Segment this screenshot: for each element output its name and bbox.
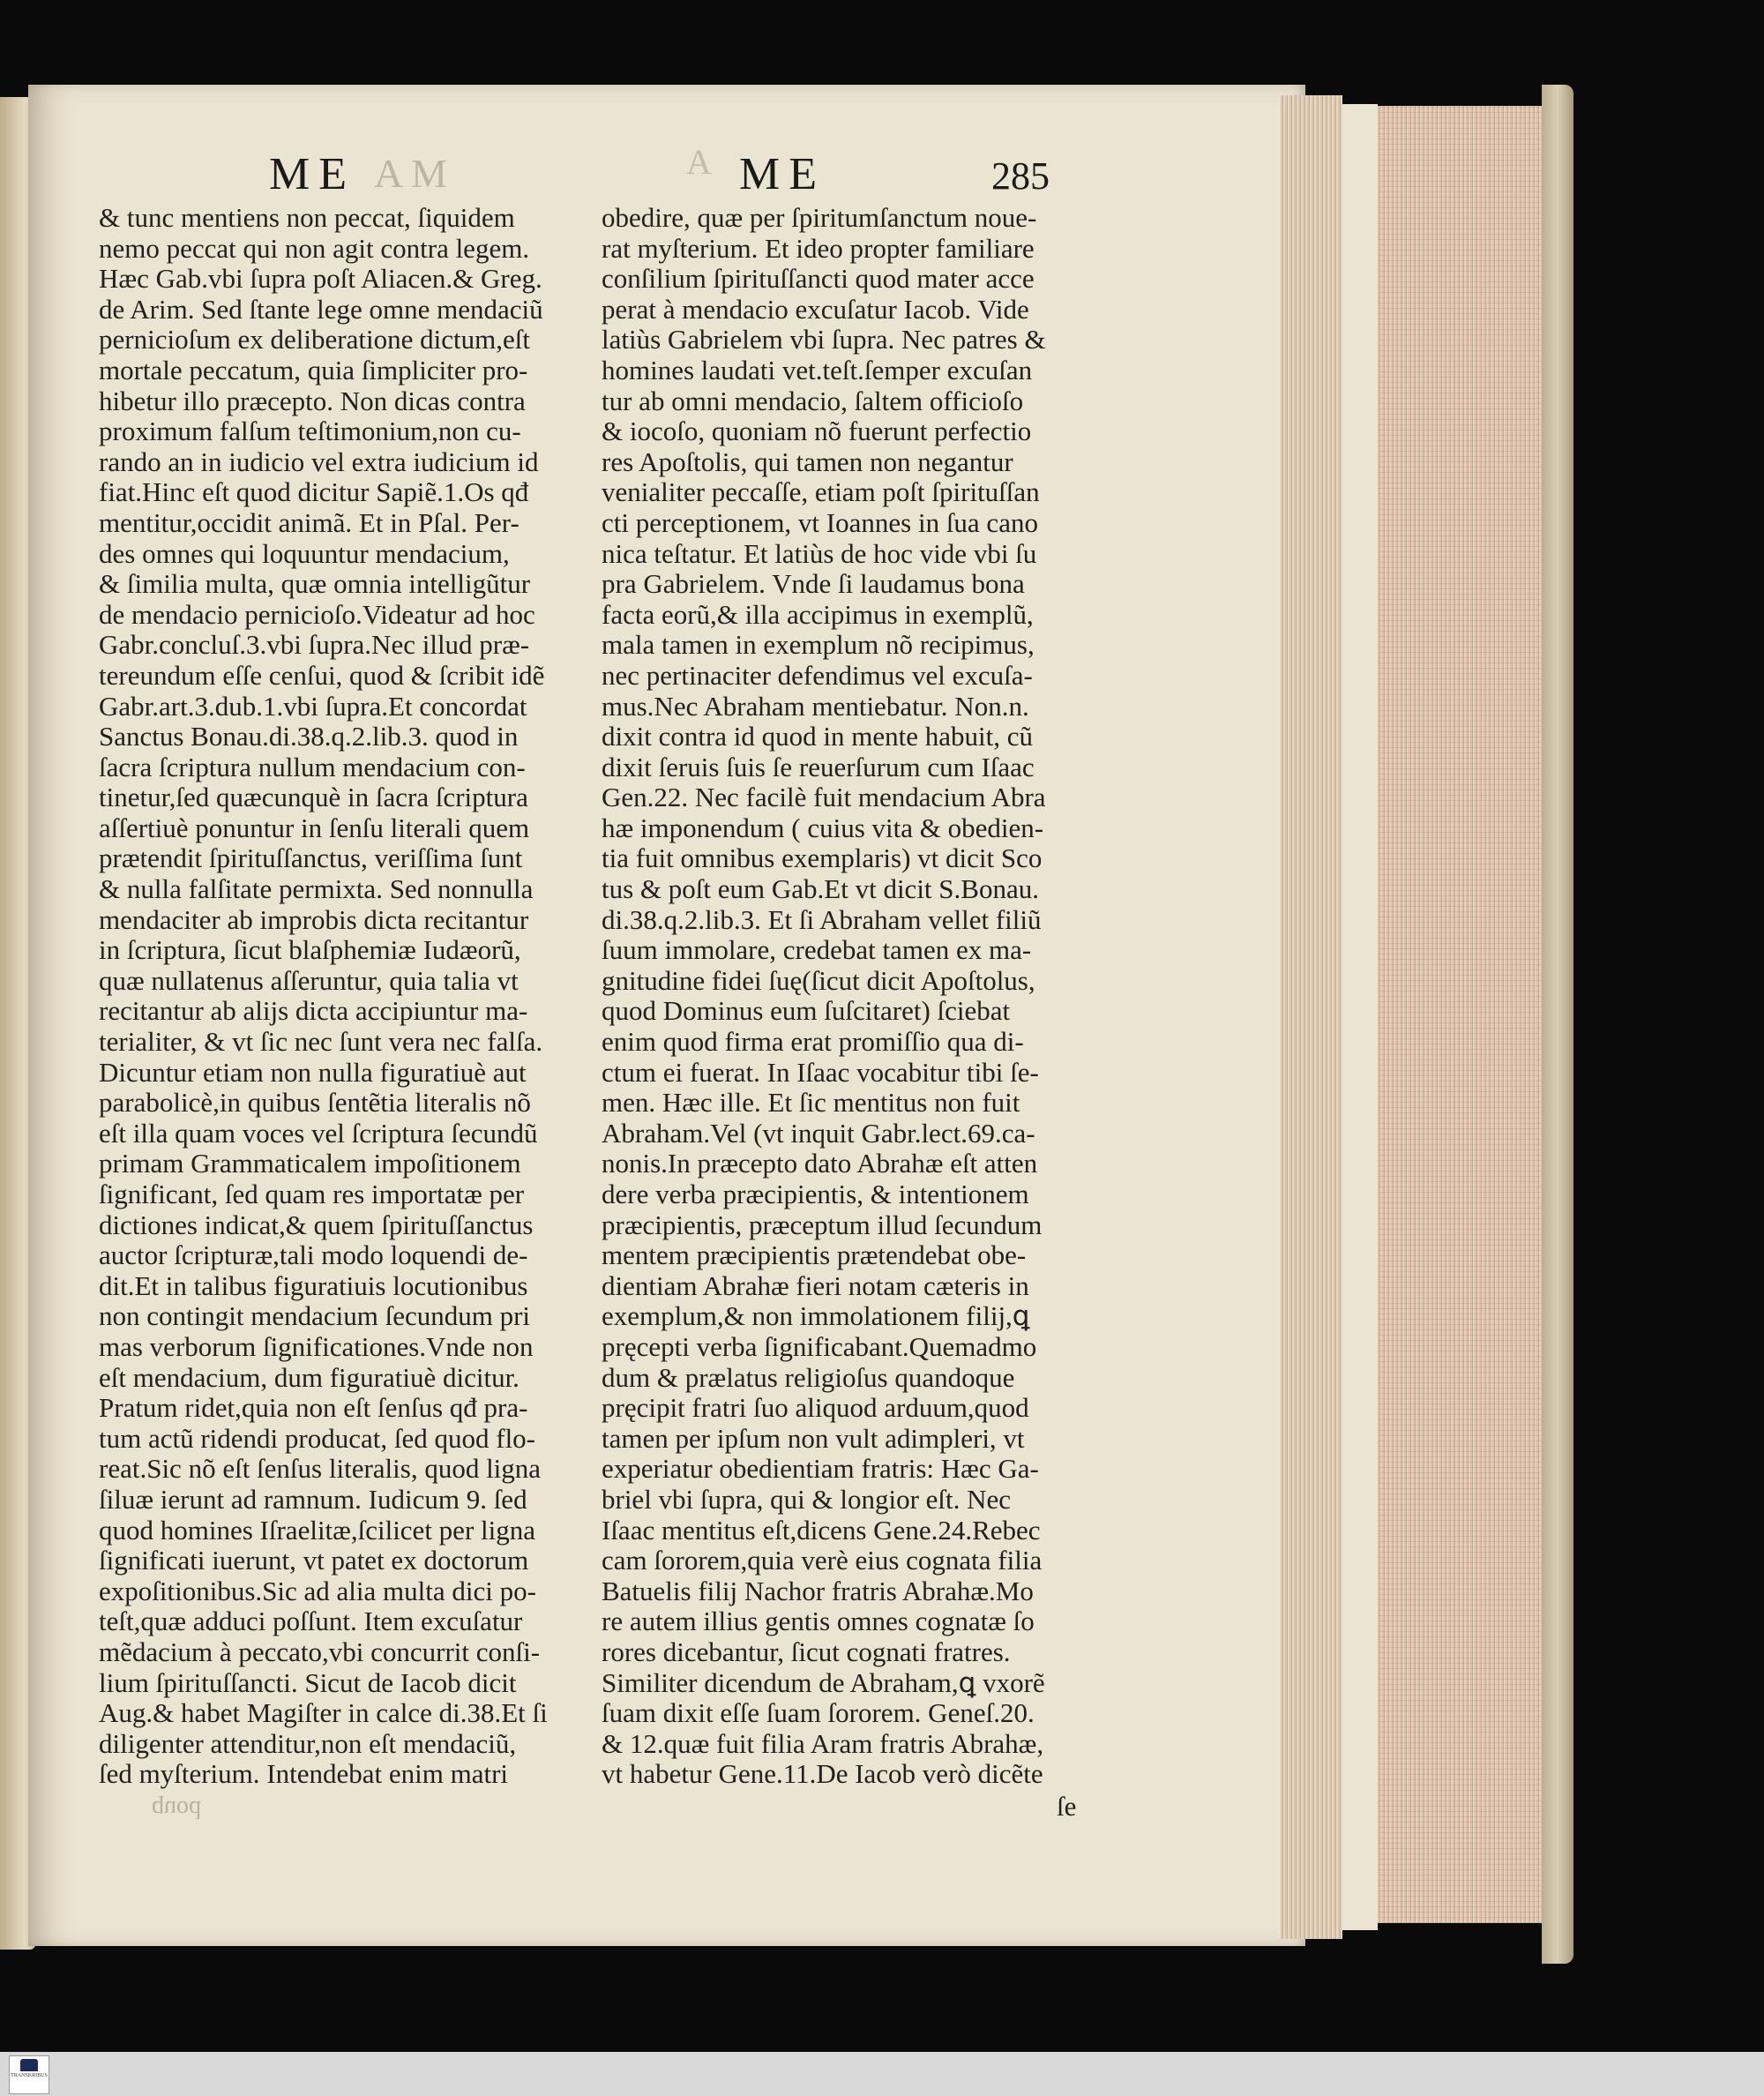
- text-line: experiatur obedientiam fratris: Hæc Ga-: [602, 1454, 1039, 1485]
- text-line: perat à mendacio excuſatur Iacob. Vide: [602, 294, 1029, 325]
- text-line: proximum falſum teſtimonium,non cu-: [99, 416, 521, 447]
- text-line: ſed myſterium. Intendebat enim matri: [99, 1759, 509, 1790]
- text-line: tamen per ipſum non vult adimpleri, vt: [602, 1423, 1025, 1454]
- text-block-fore-edge: [1281, 95, 1342, 1939]
- text-line: cti perceptionem, vt Ioannes in ſua cano: [602, 507, 1038, 538]
- text-line: ſignificati iuerunt, vt patet ex doctorum: [99, 1546, 529, 1576]
- text-line: dientiam Abrahæ fieri notam cæteris in: [602, 1270, 1029, 1301]
- text-line: tus & poſt eum Gab.Et vt dicit S.Bonau.: [602, 874, 1039, 905]
- text-line: & nulla falſitate permixta. Sed nonnulla: [99, 874, 534, 905]
- text-line: Dicuntur etiam non nulla figuratiuè aut: [99, 1057, 527, 1088]
- text-line: di.38.q.2.lib.3. Et ſi Abraham vellet filiũ: [602, 904, 1042, 935]
- text-line: tinetur,ſed quæcunquè in ſacra ſcriptura: [99, 782, 528, 813]
- text-line: rores dicebantur, ſicut cognati fratres.: [602, 1636, 1011, 1667]
- text-line: mentem præcipientis prætendebat obe-: [602, 1240, 1027, 1271]
- text-line: enim quod firma erat promiſſio qua di-: [602, 1027, 1024, 1058]
- logo-text: TRANSKRIBUS: [11, 2073, 48, 2078]
- show-through-mark: A: [686, 142, 712, 182]
- page-number: 285: [991, 154, 1050, 198]
- viewer-footer-bar: [0, 2052, 1764, 2096]
- text-line: ſignificant, ſed quam res importatæ per: [99, 1179, 525, 1209]
- text-line: rat myſterium. Et ideo propter familiare: [602, 233, 1035, 264]
- text-line: quod Dominus eum ſuſcitaret) ſciebat: [602, 996, 1011, 1027]
- text-line: Gabr.concluſ.3.vbi ſupra.Nec illud præ-: [99, 630, 530, 661]
- text-line: vt habetur Gene.11.De Iacob verò dicẽte: [602, 1759, 1043, 1790]
- text-line: in ſcriptura, ſicut blaſphemiæ Iudæorũ,: [99, 935, 521, 966]
- text-line: pra Gabrielem. Vnde ſi laudamus bona: [602, 569, 1025, 600]
- text-line: gnitudine fidei ſuę(ſicut dicit Apoſtolus,: [602, 965, 1035, 996]
- text-line: eſt illa quam voces vel ſcriptura ſecundũ: [99, 1118, 538, 1149]
- text-line: obedire, quæ per ſpiritumſanctum noue-: [602, 203, 1037, 233]
- right-text-column: [602, 203, 1078, 1790]
- text-line: tia fuit omnibus exemplaris) vt dicit Sco: [602, 843, 1043, 874]
- text-line: nemo peccat qui non agit contra legem.: [99, 233, 530, 264]
- text-line: dictiones indicat,& quem ſpirituſſanctus: [99, 1209, 534, 1240]
- text-line: Pratum ridet,quia non eſt ſenſus qđ pra-: [99, 1393, 528, 1424]
- text-line: dit.Et in talibus figuratiuis locutionibus: [99, 1270, 528, 1301]
- text-line: dere verba præcipientis, & intentionem: [602, 1179, 1029, 1209]
- text-line: mus.Nec Abraham mentiebatur. Non.n.: [602, 691, 1029, 722]
- text-line: de Arim. Sed ſtante lege omne mendaciũ: [99, 294, 543, 325]
- text-line: ſuam dixit eſſe ſuam ſororem. Geneſ.20.: [602, 1698, 1035, 1729]
- text-line: reat.Sic nõ eſt ſenſus literalis, quod ligna: [99, 1454, 542, 1485]
- text-line: quod homines Iſraelitæ,ſcilicet per ligna: [99, 1515, 536, 1546]
- text-line: non contingit mendacium ſecundum pri: [99, 1301, 531, 1332]
- text-line: & tunc mentiens non peccat, ſiquidem: [99, 203, 515, 233]
- text-line: briel vbi ſupra, qui & longior eſt. Nec: [602, 1484, 1012, 1515]
- text-line: Similiter dicendum de Abraham,ꝗ vxorẽ: [602, 1667, 1045, 1698]
- text-line: Gen.22. Nec facilè fuit mendacium Abra: [602, 782, 1046, 813]
- text-line: dixit ſeruis ſuis ſe reuerſurum cum Iſaac: [602, 752, 1035, 782]
- text-line: aſſertiuè ponuntur in ſenſu literali quem: [99, 812, 530, 843]
- show-through-word: quod: [152, 1795, 201, 1823]
- text-line: ſacra ſcriptura nullum mendacium con-: [99, 752, 526, 782]
- text-line: dixit contra id quod in mente habuit, cũ: [602, 722, 1034, 752]
- text-line: eſt mendacium, dum figuratiuè dicitur.: [99, 1362, 519, 1393]
- text-line: venialiter peccaſſe, etiam poſt ſpirituſſan: [602, 477, 1040, 508]
- text-line: mentitur,occidit animã. Et in Pſal. Per-: [99, 507, 519, 538]
- running-head-left: ME: [269, 149, 355, 199]
- text-line: Gabr.art.3.dub.1.vbi ſupra.Et concordat: [99, 691, 527, 722]
- text-line: quæ nullatenus aſſeruntur, quia talia vt: [99, 965, 519, 996]
- text-line: res Apoſtolis, qui tamen non negantur: [602, 446, 1013, 477]
- text-line: tereundum eſſe cenſui, quod & ſcribit idẽ: [99, 660, 545, 691]
- text-line: tur ab omni mendacio, ſaltem officioſo: [602, 386, 1024, 416]
- text-line: exemplum,& non immolationem filij,ꝗ: [602, 1301, 1030, 1332]
- text-line: men. Hæc ille. Et ſic mentitus non fuit: [602, 1088, 1020, 1119]
- text-line: Batuelis filij Nachor fratris Abrahæ.Mo: [602, 1576, 1034, 1606]
- text-line: fiat.Hinc eſt quod dicitur Sapiẽ.1.Os qđ: [99, 477, 529, 508]
- text-line: primam Grammaticalem impoſitionem: [99, 1149, 521, 1179]
- text-line: Abraham.Vel (vt inquit Gabr.lect.69.ca-: [602, 1118, 1035, 1149]
- text-line: hibetur illo præcepto. Non dicas contra: [99, 386, 526, 416]
- text-line: conſilium ſpirituſſancti quod mater acce: [602, 264, 1035, 295]
- text-line: homines laudati vet.teſt.ſemper excuſan: [602, 355, 1033, 386]
- text-line: pręcepti verba ſignificabant.Quemadmo: [602, 1331, 1037, 1362]
- text-line: expoſitionibus.Sic ad alia multa dici po-: [99, 1576, 536, 1606]
- text-line: rando an in iudicio vel extra iudicium id: [99, 446, 539, 477]
- text-line: pręcipit fratri ſuo aliquod arduum,quod: [602, 1393, 1029, 1424]
- text-line: nec pertinaciter defendimus vel excuſa-: [602, 660, 1033, 691]
- text-line: Hæc Gab.vbi ſupra poſt Aliacen.& Greg.: [99, 264, 542, 295]
- text-line: auctor ſcripturæ,tali modo loquendi de-: [99, 1240, 528, 1271]
- text-line: des omnes qui loquuntur mendacium,: [99, 538, 510, 569]
- text-line: Aug.& habet Magiſter in calce di.38.Et ſi: [99, 1698, 548, 1729]
- logo-icon: [20, 2059, 38, 2071]
- library-logo: [9, 2055, 49, 2094]
- text-line: ſuum immolare, credebat tamen ex ma-: [602, 935, 1032, 966]
- text-line: diligenter attenditur,non eſt mendaciũ,: [99, 1728, 517, 1759]
- text-line: pernicioſum ex deliberatione dictum,eſt: [99, 325, 530, 356]
- text-line: mas verborum ſignificationes.Vnde non: [99, 1331, 534, 1362]
- running-head-right: ME: [739, 149, 826, 199]
- running-head-show-through: A M: [374, 151, 448, 196]
- text-line: mortale peccatum, quia ſimpliciter pro-: [99, 355, 528, 386]
- text-line: latiùs Gabrielem vbi ſupra. Nec patres &: [602, 325, 1046, 356]
- text-line: cam ſororem,quia verè eius cognata filia: [602, 1546, 1043, 1576]
- text-line: facta eorũ,& illa accipimus in exemplũ,: [602, 599, 1034, 630]
- text-line: ſiluæ ierunt ad ramnum. Iudicum 9. ſed: [99, 1484, 527, 1515]
- text-line: mendaciter ab improbis dicta recitantur: [99, 904, 529, 935]
- text-line: re autem illius gentis omnes cognatæ ſo: [602, 1606, 1035, 1637]
- text-line: recitantur ab alijs dicta accipiuntur ma-: [99, 996, 528, 1027]
- text-line: & ſimilia multa, quæ omnia intelligũtur: [99, 569, 531, 600]
- catchword: ſe: [1057, 1791, 1077, 1822]
- text-line: terialiter, & vt ſic nec ſunt vera nec falſa.: [99, 1027, 543, 1058]
- text-line: de mendacio pernicioſo.Videatur ad hoc: [99, 599, 535, 630]
- text-line: nica teſtatur. Et latiùs de hoc vide vbi ſu: [602, 538, 1037, 569]
- text-line: Iſaac mentitus eſt,dicens Gene.24.Rebec: [602, 1515, 1041, 1546]
- text-line: mẽdacium à peccato,vbi concurrit conſi-: [99, 1636, 541, 1667]
- text-line: Sanctus Bonau.di.38.q.2.lib.3. quod in: [99, 722, 519, 752]
- sprinkled-fore-edge: [1378, 106, 1545, 1923]
- page-gap: [1342, 104, 1378, 1930]
- text-line: teſt,quæ adduci poſſunt. Item excuſatur: [99, 1606, 523, 1637]
- text-line: nonis.In præcepto dato Abrahæ eſt atten: [602, 1149, 1038, 1179]
- text-line: parabolicè,in quibus ſentẽtia literalis nõ: [99, 1088, 531, 1119]
- text-line: tum actũ ridendi producat, ſed quod flo-: [99, 1423, 536, 1454]
- text-line: præcipientis, præceptum illud ſecundum: [602, 1209, 1043, 1240]
- text-line: hæ imponendum ( cuius vita & obedien-: [602, 812, 1044, 843]
- text-line: ctum ei fuerat. In Iſaac vocabitur tibi ſe-: [602, 1057, 1039, 1088]
- text-line: prætendit ſpirituſſanctus, veriſſima ſunt: [99, 843, 523, 874]
- text-line: lium ſpirituſſancti. Sicut de Iacob dicit: [99, 1667, 517, 1698]
- text-line: & iocoſo, quoniam nõ fuerunt perfectio: [602, 416, 1032, 447]
- vellum-cover: [1542, 85, 1573, 1964]
- text-line: mala tamen in exemplum nõ recipimus,: [602, 630, 1035, 661]
- text-line: dum & prælatus religioſus quandoque: [602, 1362, 1015, 1393]
- text-line: & 12.quæ fuit filia Aram fratris Abrahæ,: [602, 1728, 1044, 1759]
- left-text-column: [99, 203, 575, 1790]
